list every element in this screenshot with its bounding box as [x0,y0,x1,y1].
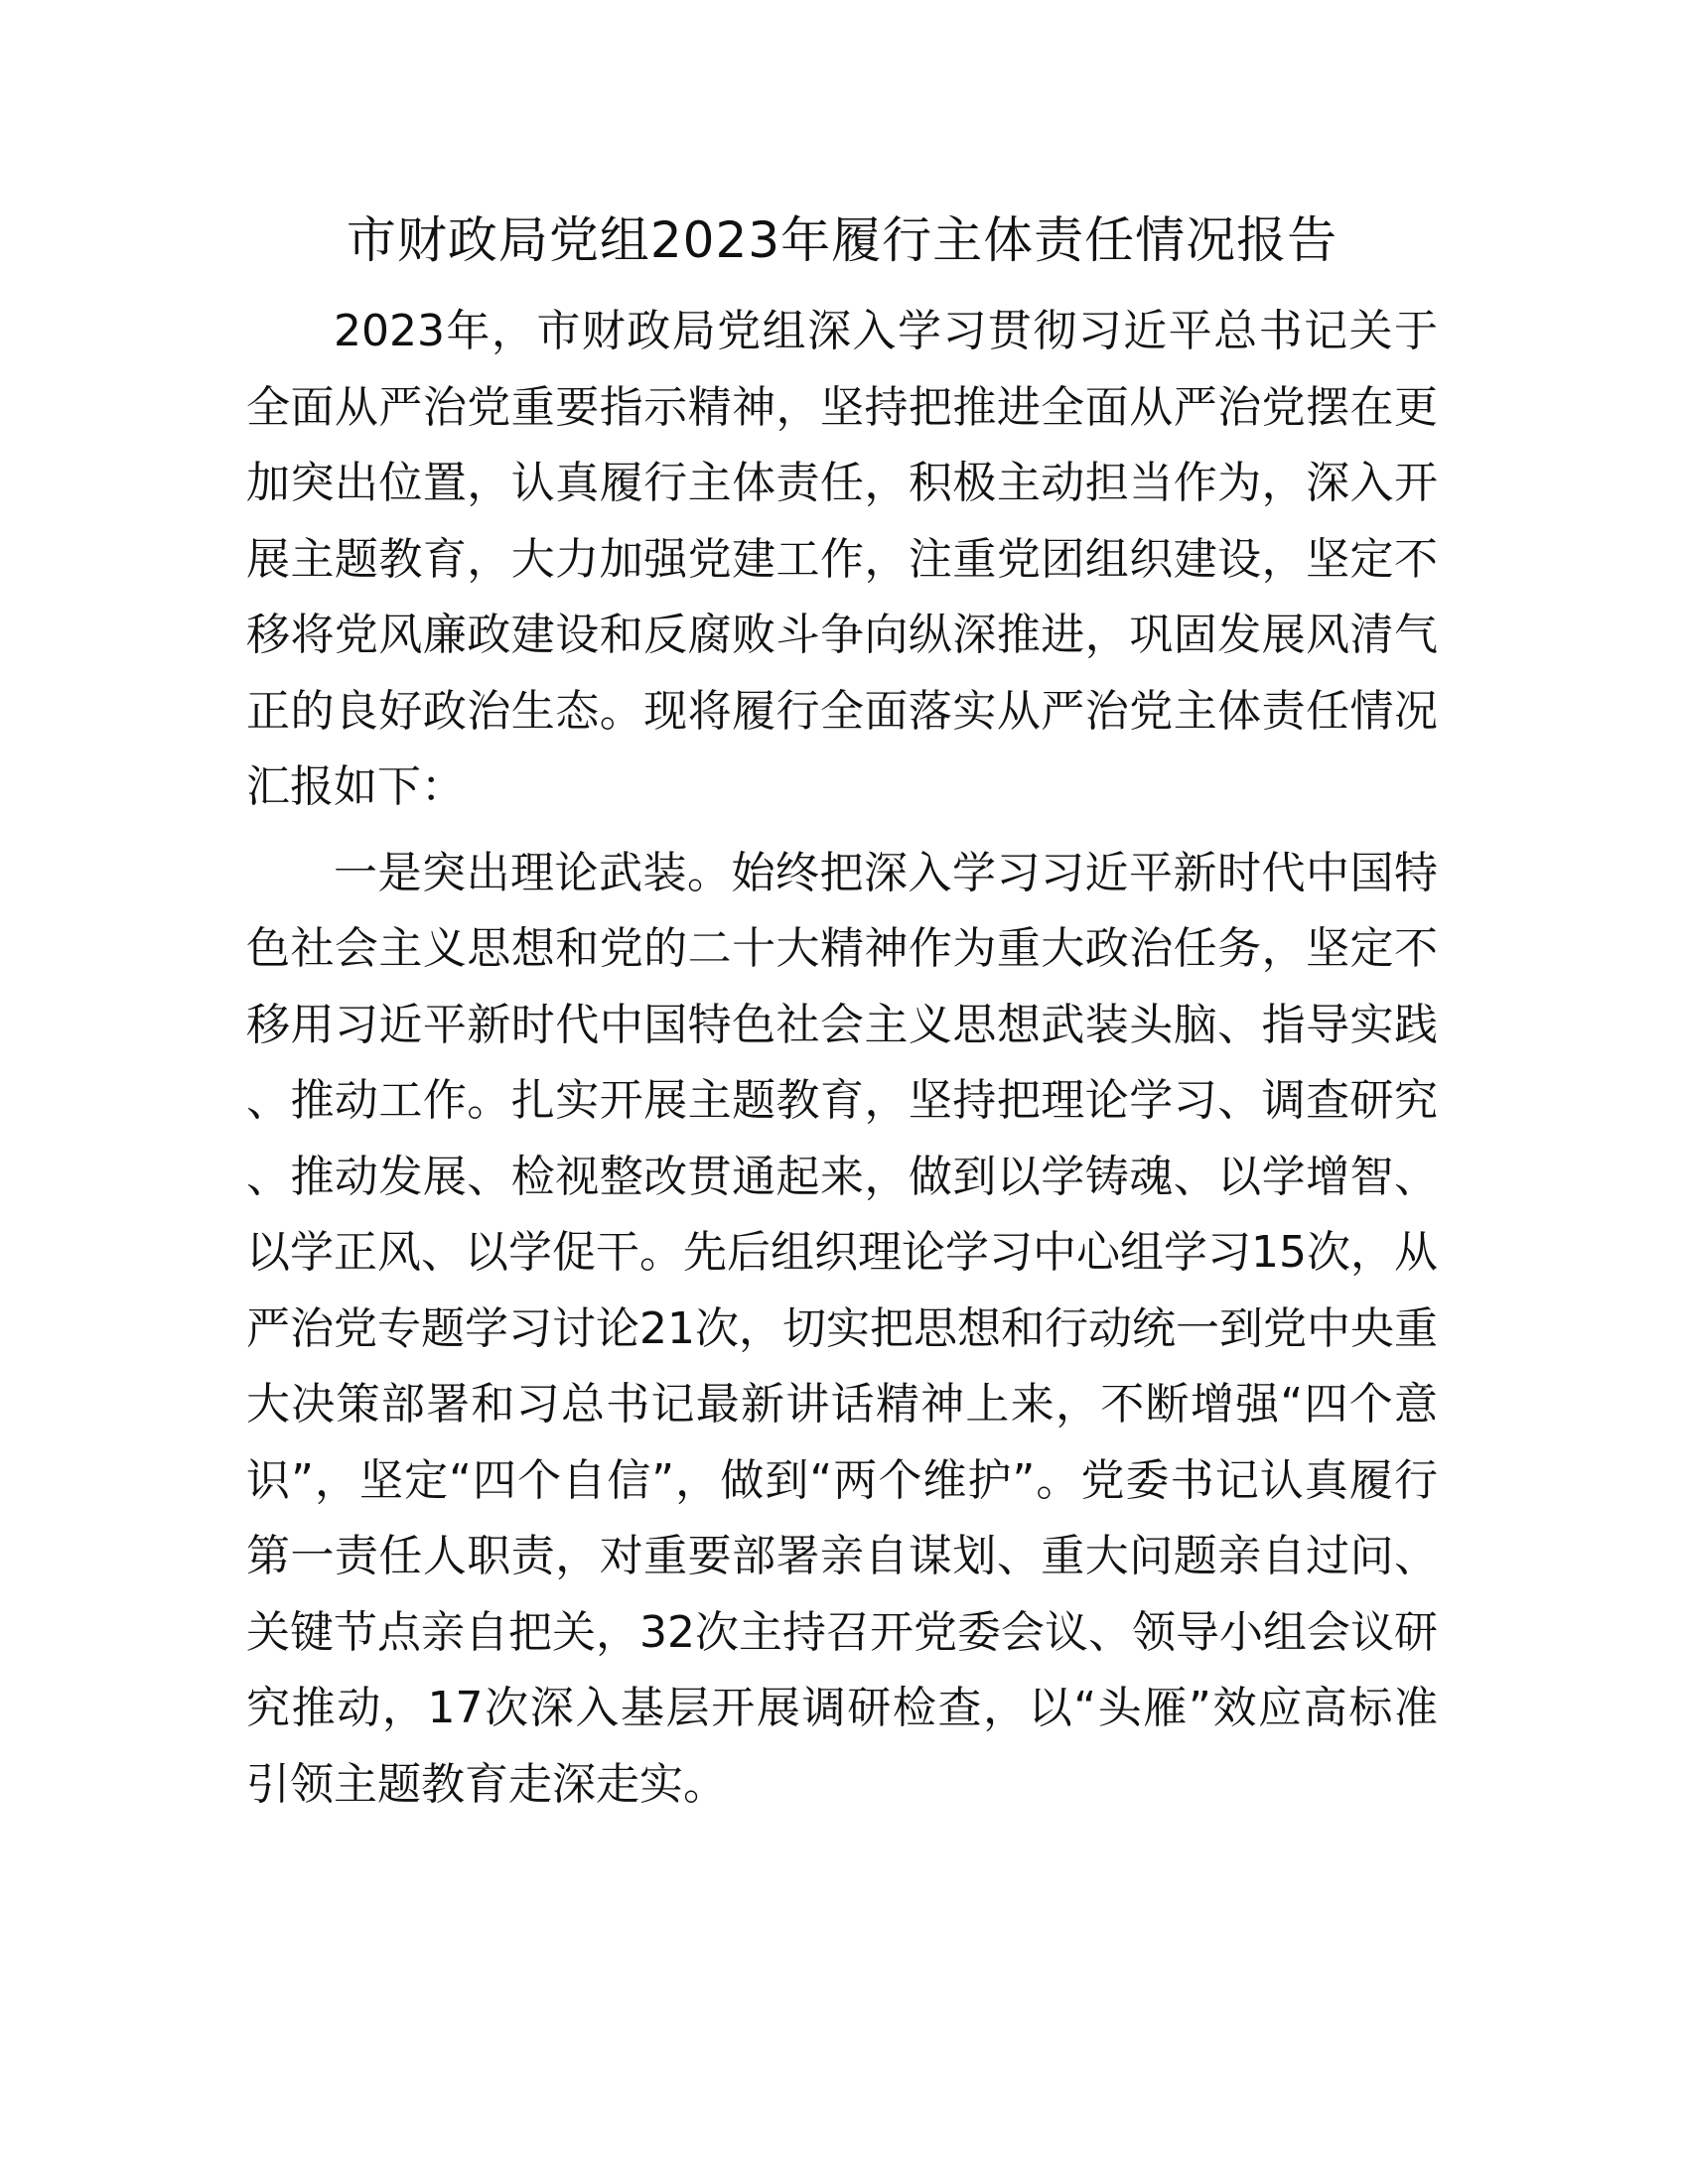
document-page [246,199,1438,1823]
theory-paragraph: 一是突出理论武装。始终把深入学习习近平新时代中国特色社会主义思想和党的二十大精神作为重大政治任务，坚定不移用习近平新时代中国特色社会主义思想武装头脑、指导实践、推动工作。扎实开展主题教育，坚持把理论学习、调查研究、推动发展、检视整改贯通起来，做到以学铸魂、以学增智、以学正风、以学促干。先后组织理论学习中心组学习15次，从严治党专题学习讨论21次，切实把思想和行动统一到党中央重大决策部署和习总书记最新讲话精神上来，不断增强“四个意识”，坚定“四个自信”，做到“两个维护”。党委书记认真履行第一责任人职责，对重要部署亲自谋划、重大问题亲自过问、关键节点亲自把关，32次主持召开党委会议、领导小组会议研究推动，17次深入基层开展调研检查，以“头雁”效应高标准引领主题教育走深走实。 [246,847,1438,1810]
document-title: 市财政局党组2023年履行主体责任情况报告 [346,211,1338,269]
intro-paragraph: 2023年，市财政局党组深入学习贯彻习近平总书记关于全面从严治党重要指示精神，坚持把推进全面从严治党摆在更加突出位置，认真履行主体责任，积极主动担当作为，深入开展主题教育，大力加强党建工作，注重党团组织建设，坚定不移将党风廉政建设和反腐败斗争向纵深推进，巩固发展风清气正的良好政治生态。现将履行全面落实从严治党主体责任情况汇报如下： [246,306,1438,812]
